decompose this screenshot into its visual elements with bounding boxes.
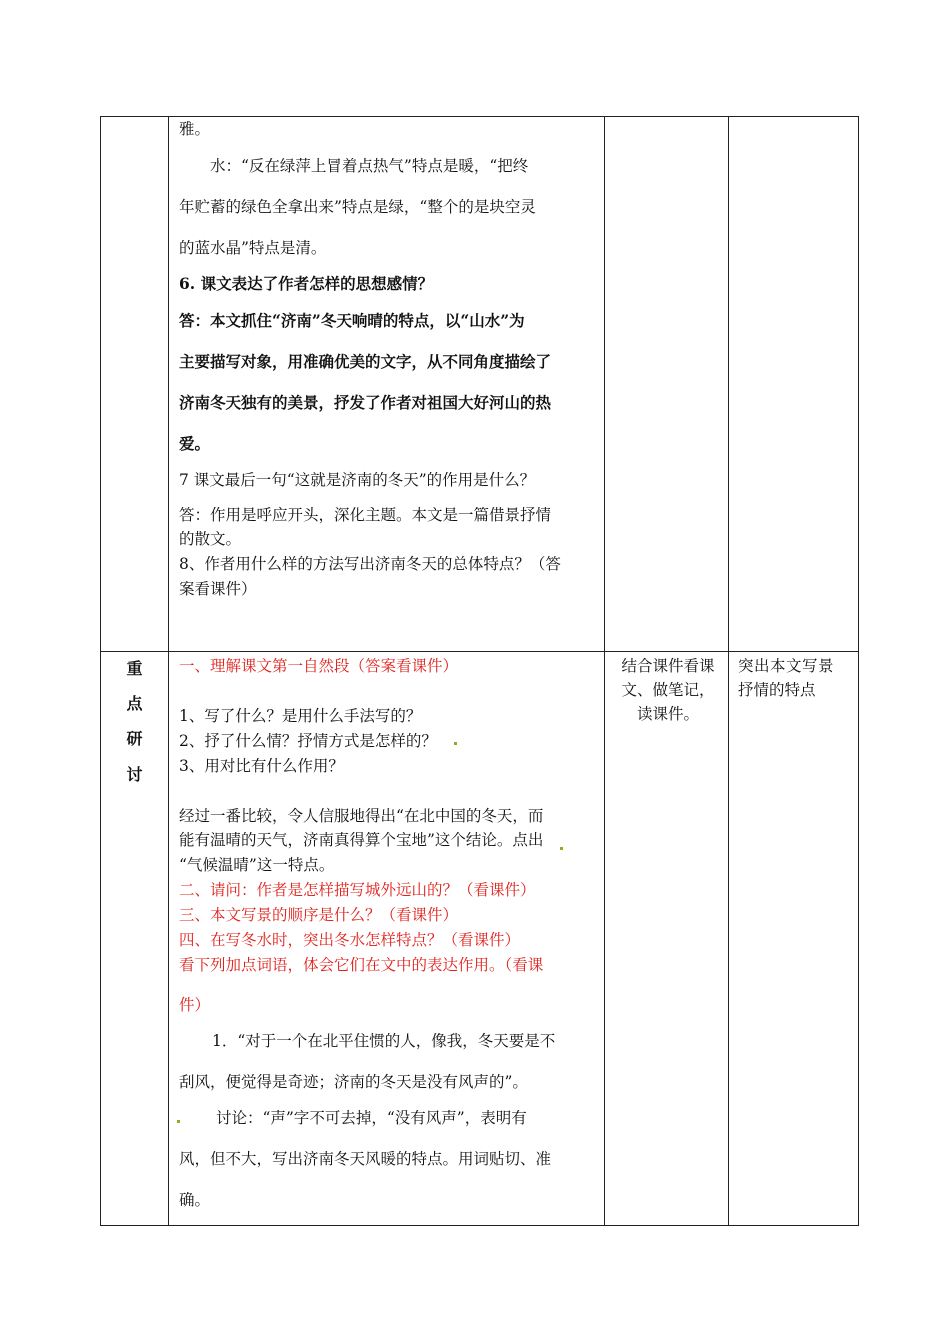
comparison-text: 能有温晴的天气，济南真得算个宝地”这个结论。点出 [179, 831, 544, 849]
table-border-right [858, 116, 859, 1226]
scan-dot [177, 1120, 180, 1123]
scan-dot [560, 847, 563, 850]
answer-6-line: 主要描写对象，用准确优美的文字，从不同角度描绘了 [179, 352, 552, 371]
answer-7-line: 答：作用是呼应开头，深化主题。本文是一篇借景抒情 [179, 506, 552, 524]
section-heading-5: 看下列加点词语，体会它们在文中的表达作用。（看课 [179, 956, 544, 974]
answer-6-line: 答：本文抓住“济南”冬天响晴的特点，以“山水”为 [179, 311, 525, 330]
row2-label-char: 讨 [126, 765, 143, 784]
question-8-line: 案看课件） [179, 580, 257, 598]
section-heading-4: 四、在写冬水时，突出冬水怎样特点？（看课件） [179, 931, 521, 949]
example-1-line: 1．“对于一个在北平住惯的人，像我，冬天要是不 [212, 1032, 556, 1050]
answer-6-line: 济南冬天独有的美景，抒发了作者对祖国大好河山的热 [179, 393, 552, 412]
section-heading-5: 件） [179, 996, 211, 1014]
intent-line: 抒情的特点 [738, 681, 816, 699]
activity-line: 文、做笔记， [621, 681, 715, 699]
row-divider [100, 651, 859, 652]
discussion-line: 风，但不大，写出济南冬天风暖的特点。用词贴切、准 [179, 1150, 552, 1168]
table-border-top [100, 116, 859, 117]
lesson-table [100, 116, 859, 1226]
section-heading-1: 一、理解课文第一自然段（答案看课件） [179, 657, 459, 675]
sub-question: 3、用对比有什么作用？ [179, 757, 344, 775]
section-heading-3: 三、本文写景的顺序是什么？（看课件） [179, 906, 459, 924]
row2-activity-cell [612, 654, 724, 726]
discussion-line: 确。 [179, 1191, 211, 1209]
text-line: 雅。 [179, 120, 211, 138]
activity-line: 读课件。 [636, 705, 699, 723]
comparison-text: 经过一番比较，令人信服地得出“在北中国的冬天，而 [179, 807, 544, 825]
table-border-bottom [100, 1225, 859, 1226]
answer-7-line: 的散文。 [179, 530, 242, 548]
question-6: 6. 课文表达了作者怎样的思想感情？ [179, 274, 434, 293]
column-divider-2 [604, 116, 605, 1226]
intent-line: 突出本文写景 [738, 657, 835, 675]
comparison-text: “气候温晴”这一特点。 [179, 856, 335, 874]
text-line: 的蓝水晶”特点是清。 [179, 239, 327, 257]
question-8-line: 8、作者用什么样的方法写出济南冬天的总体特点？（答 [179, 555, 561, 573]
row2-label-char: 研 [126, 729, 143, 748]
example-1-line: 刮风，便觉得是奇迹；济南的冬天是没有风声的”。 [179, 1073, 528, 1091]
row2-label-char: 点 [126, 694, 143, 713]
row2-label-char: 重 [126, 659, 143, 678]
text-line: 年贮蓄的绿色全拿出来”特点是绿，“整个的是块空灵 [179, 198, 536, 216]
activity-line: 结合课件看课 [621, 657, 715, 675]
sub-question: 1、写了什么？是用什么手法写的？ [179, 707, 422, 725]
discussion-line: 讨论：“声”字不可去掉，“没有风声”，表明有 [216, 1109, 527, 1127]
answer-6-line: 爱。 [179, 434, 211, 453]
row2-intent-cell [738, 654, 854, 702]
column-divider-3 [728, 116, 729, 1226]
sub-question: 2、抒了什么情？抒情方式是怎样的？ [179, 732, 437, 750]
scan-dot [454, 742, 457, 745]
text-line: 水：“反在绿萍上冒着点热气”特点是暖，“把终 [210, 157, 529, 175]
section-heading-2: 二、请问：作者是怎样描写城外远山的？（看课件） [179, 881, 536, 899]
question-7: 7 课文最后一句“这就是济南的冬天”的作用是什么？ [179, 471, 536, 489]
